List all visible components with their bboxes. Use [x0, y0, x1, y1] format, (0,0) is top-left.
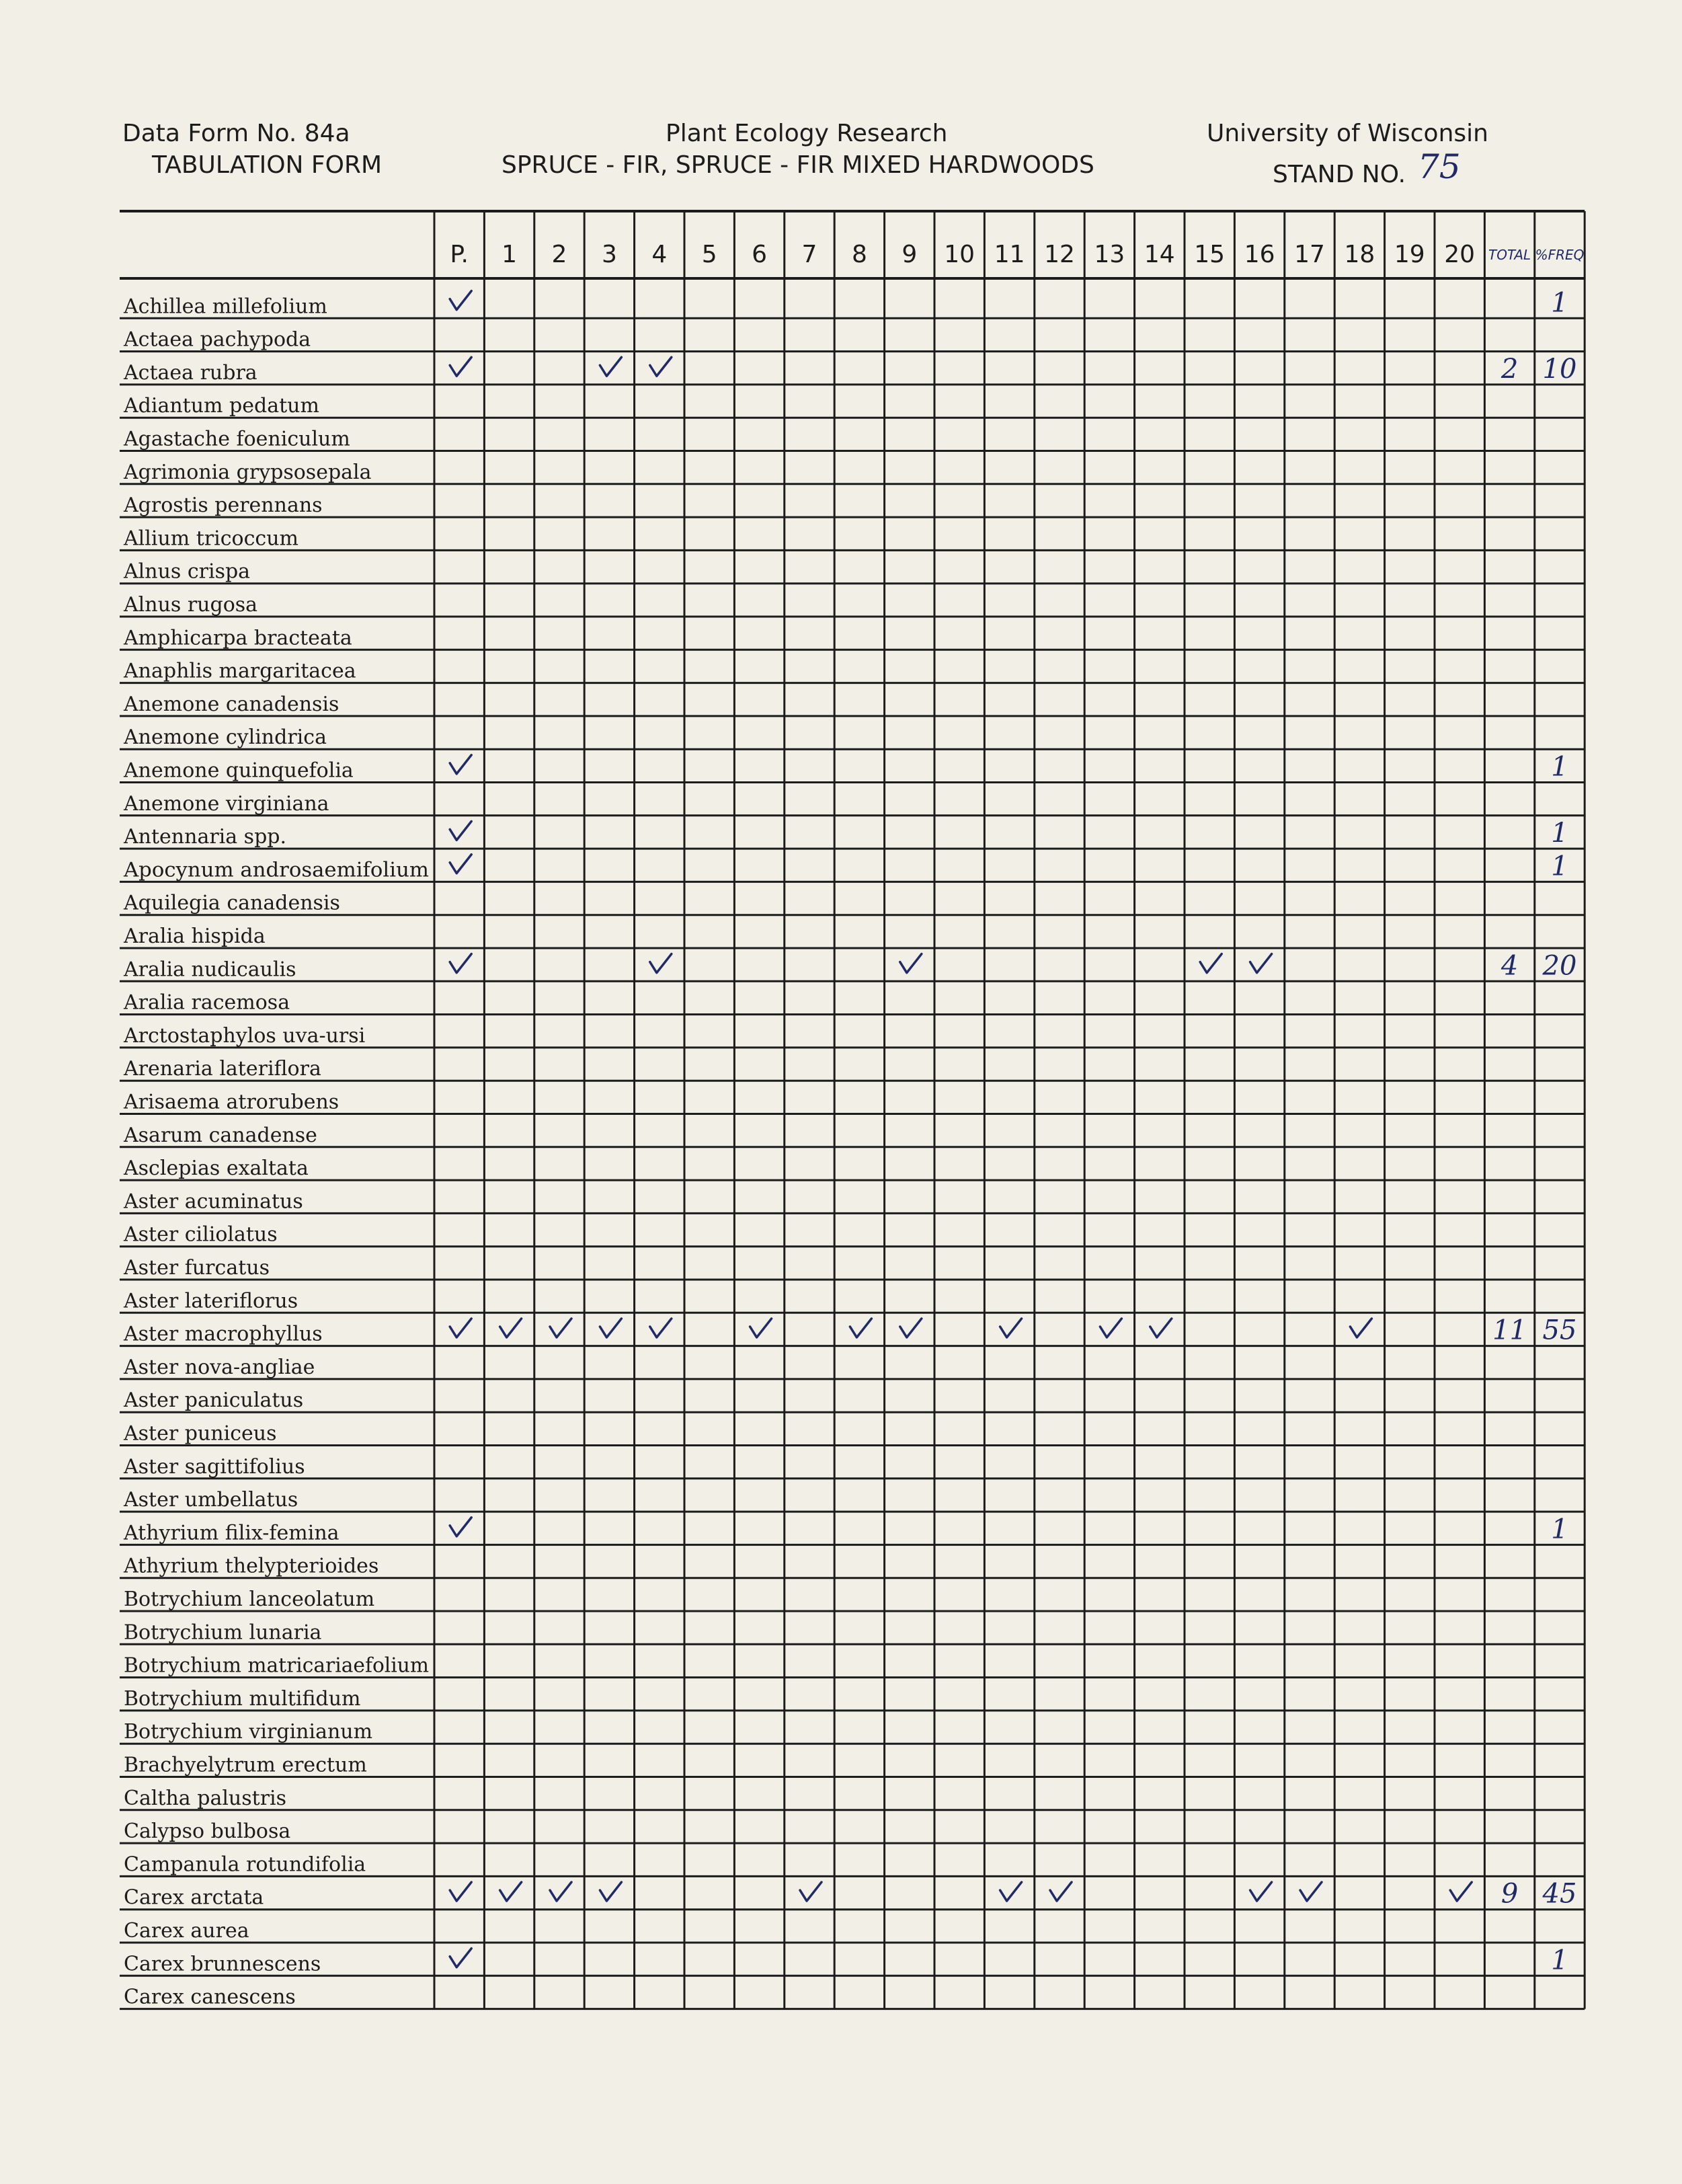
- species-name: Carex arctata: [124, 1885, 264, 1910]
- species-name: Aster lateriflorus: [124, 1289, 298, 1313]
- species-name: Asarum canadense: [124, 1123, 317, 1147]
- check-mark: [900, 954, 922, 973]
- freq-value: 10: [1542, 353, 1577, 385]
- species-name: Amphicarpa bracteata: [124, 626, 352, 650]
- column-header: 19: [1394, 241, 1425, 268]
- species-name: Aster furcatus: [124, 1256, 270, 1280]
- species-name: Agrostis perennans: [124, 494, 323, 518]
- species-name: Anemone quinquefolia: [124, 758, 354, 783]
- check-mark: [900, 1319, 922, 1337]
- check-mark: [450, 1319, 471, 1337]
- check-mark: [1100, 1319, 1121, 1337]
- check-mark: [450, 291, 471, 310]
- total-value: 4: [1500, 950, 1519, 982]
- species-name: Aralia nudicaulis: [124, 958, 296, 982]
- species-name: Aquilegia canadensis: [124, 891, 340, 915]
- check-mark: [1050, 1882, 1072, 1901]
- check-mark: [450, 855, 471, 873]
- species-name: Aralia racemosa: [124, 990, 290, 1015]
- check-mark: [450, 821, 471, 840]
- check-mark: [1200, 954, 1222, 973]
- species-name: Aster paniculatus: [124, 1389, 304, 1413]
- column-header: 20: [1444, 241, 1476, 268]
- form-number: Data Form No. 84a: [122, 120, 350, 147]
- column-header: 3: [601, 241, 617, 268]
- column-header: 4: [651, 241, 668, 268]
- column-header: 1: [502, 241, 518, 268]
- column-header: TOTAL: [1488, 247, 1531, 263]
- freq-value: 1: [1551, 751, 1568, 783]
- column-header: 9: [902, 241, 918, 268]
- freq-value: 1: [1551, 1945, 1568, 1976]
- check-mark: [450, 1949, 471, 1967]
- freq-value: 1: [1551, 818, 1568, 849]
- species-name: Aralia hispida: [124, 925, 266, 948]
- species-name: Actaea rubra: [124, 360, 257, 385]
- freq-value: 55: [1542, 1315, 1577, 1346]
- species-name: Caltha palustris: [124, 1786, 287, 1810]
- species-name: Actaea pachypoda: [124, 327, 311, 352]
- check-mark: [800, 1882, 822, 1901]
- species-name: Anemone canadensis: [124, 692, 339, 716]
- species-name: Campanula rotundifolia: [124, 1852, 366, 1877]
- species-name: Carex brunnescens: [124, 1952, 321, 1976]
- freq-value: 1: [1551, 287, 1568, 319]
- check-mark: [850, 1319, 871, 1337]
- total-value: 11: [1492, 1315, 1527, 1346]
- species-name: Arctostaphylos uva-ursi: [124, 1023, 366, 1048]
- species-name: Agastache foeniculum: [124, 427, 350, 451]
- species-name: Aster umbellatus: [124, 1488, 298, 1512]
- check-mark: [1150, 1319, 1172, 1337]
- species-name: Botrychium lanceolatum: [124, 1588, 375, 1611]
- check-mark: [450, 1882, 471, 1901]
- species-name: Achillea millefolium: [124, 295, 327, 319]
- check-mark: [600, 357, 621, 376]
- species-name: Alnus crispa: [124, 559, 251, 584]
- species-name: Adiantum pedatum: [124, 394, 319, 418]
- species-name: Alnus rugosa: [124, 593, 258, 617]
- check-mark: [500, 1882, 522, 1901]
- column-header: P.: [450, 241, 469, 268]
- species-name: Botrychium matricariaefolium: [124, 1653, 429, 1678]
- check-mark: [1300, 1882, 1322, 1901]
- check-mark: [1000, 1319, 1022, 1337]
- species-name: Carex canescens: [124, 1985, 296, 2009]
- column-header: 6: [752, 241, 768, 268]
- column-header: 10: [944, 241, 975, 268]
- forest-type: SPRUCE - FIR, SPRUCE - FIR MIXED HARDWOODS: [502, 151, 1094, 179]
- species-name: Aster macrophyllus: [124, 1322, 323, 1346]
- check-mark: [450, 954, 471, 973]
- species-name: Anemone cylindrica: [124, 726, 327, 750]
- stand-label: STAND NO.: [1273, 161, 1406, 188]
- species-name: Calypso bulbosa: [124, 1820, 291, 1844]
- freq-value: 1: [1551, 851, 1568, 882]
- species-name: Arenaria lateriflora: [124, 1057, 321, 1081]
- freq-value: 1: [1551, 1514, 1568, 1545]
- organization: Plant Ecology Research: [666, 120, 948, 147]
- species-name: Aster sagittifolius: [124, 1454, 305, 1479]
- column-header: 16: [1244, 241, 1275, 268]
- species-name: Agrimonia grypsosepala: [124, 460, 372, 484]
- column-header: 17: [1294, 241, 1325, 268]
- column-header: 18: [1344, 241, 1375, 268]
- species-name: Anemone virginiana: [124, 791, 329, 816]
- total-value: 2: [1500, 353, 1519, 385]
- check-mark: [650, 357, 672, 376]
- column-header: 12: [1044, 241, 1075, 268]
- species-name: Antennaria spp.: [124, 825, 287, 849]
- species-name: Botrychium multifidum: [124, 1686, 361, 1711]
- freq-value: 20: [1542, 950, 1577, 982]
- column-header: 13: [1094, 241, 1125, 268]
- species-name: Anaphlis margaritacea: [124, 659, 356, 683]
- check-mark: [500, 1319, 522, 1337]
- stand-value: 75: [1418, 147, 1461, 186]
- species-name: Apocynum androsaemifolium: [122, 858, 429, 882]
- species-name: Carex aurea: [124, 1919, 249, 1943]
- column-header: 7: [801, 241, 817, 268]
- species-name: Athyrium thelypterioides: [124, 1554, 379, 1578]
- species-name: Allium tricoccum: [124, 526, 298, 551]
- check-mark: [550, 1882, 571, 1901]
- total-value: 9: [1500, 1878, 1519, 1910]
- freq-value: 45: [1542, 1878, 1577, 1910]
- column-header: 15: [1194, 241, 1226, 268]
- species-name: Botrychium lunaria: [124, 1621, 322, 1645]
- species-name: Aster nova-angliae: [124, 1355, 315, 1379]
- species-name: Aster puniceus: [124, 1421, 277, 1446]
- column-header: 11: [994, 241, 1025, 268]
- column-header: %FREQ: [1535, 247, 1585, 263]
- check-mark: [1450, 1882, 1472, 1901]
- column-header: 8: [851, 241, 867, 268]
- check-mark: [450, 357, 471, 376]
- check-mark: [650, 954, 672, 973]
- species-name: Arisaema atrorubens: [124, 1090, 339, 1114]
- check-mark: [1250, 1882, 1272, 1901]
- check-mark: [600, 1882, 621, 1901]
- species-name: Asclepias exaltata: [124, 1157, 309, 1181]
- column-header: 2: [551, 241, 567, 268]
- check-mark: [550, 1319, 571, 1337]
- species-name: Athyrium filix-femina: [124, 1521, 339, 1545]
- species-name: Botrychium virginianum: [124, 1720, 373, 1744]
- check-mark: [450, 755, 471, 774]
- column-header: 14: [1144, 241, 1175, 268]
- form-type: TABULATION FORM: [152, 151, 383, 179]
- check-mark: [600, 1319, 621, 1337]
- check-mark: [450, 1518, 471, 1536]
- check-mark: [1350, 1319, 1371, 1337]
- university: University of Wisconsin: [1207, 120, 1488, 147]
- column-header: 5: [701, 241, 717, 268]
- check-mark: [1000, 1882, 1022, 1901]
- species-name: Aster ciliolatus: [124, 1222, 278, 1247]
- species-name: Brachyelytrum erectum: [124, 1753, 367, 1777]
- check-mark: [650, 1319, 672, 1337]
- species-name: Aster acuminatus: [124, 1190, 303, 1214]
- check-mark: [1250, 954, 1272, 973]
- check-mark: [750, 1319, 772, 1337]
